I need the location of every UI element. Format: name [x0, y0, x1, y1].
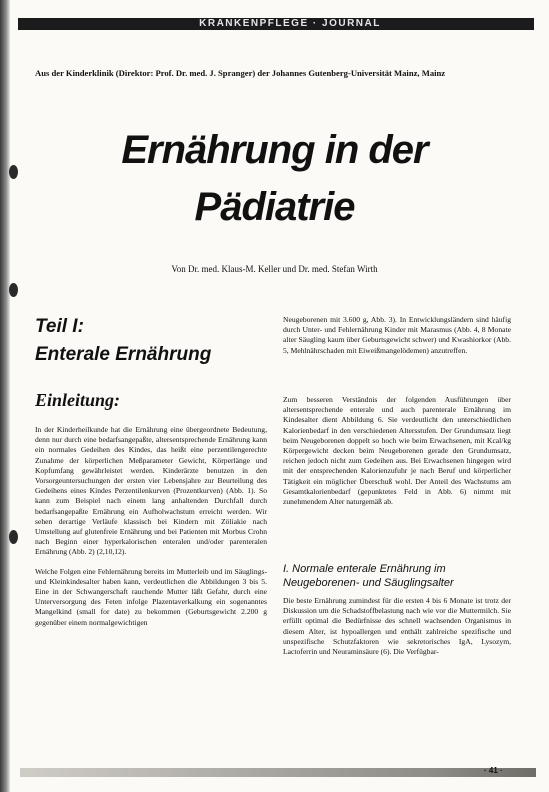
- paragraph: Zum besseren Verständnis der folgenden Ausführungen über altersentsprechende enterale und auch parenterale Ernährung im Kindesalter dient Abbildung 6. Sie verdeutlicht den unterschiedlichen Kalorienbedarf in den verschiedenen Altersstufen. Der Grundumsatz liegt beim Neugeborenen doppelt so hoch wie beim Erwachsenen, mit Kcal/kg Körpergewicht decken beim Neugeborenen gerade den Grundumsatz, reichen jedoch nicht zum Gedeihen aus. Bei Erwachsenen hingegen wird mit der entsprechenden Kalorienzufuhr je nach Beruf und körperlicher Tätigkeit ein möglicher Überschuß wohl. Der Anteil des Wachstums am Gesamtkalorienbedarf (gepunktetes Feld in Abb. 6) nimmt mit zunehmendem Alter naturgemäß ab.: [283, 395, 511, 507]
- paragraph: Die beste Ernährung zumindest für die ersten 4 bis 6 Monate ist trotz der Diskussion um die Schadstoffbelastung nach wie vor die Muttermilch. Sie erfüllt optimal die Bedürfnisse des schnell wachsenden Organismus in diesem Alter, ist hypoallergen und enthält zahlreiche spezifische und unspezifische Schutzfaktoren wie sekretorisches IgA, Lysozym, Lactoferrin und Neuraminsäure (6). Die Verfügbar-: [283, 596, 511, 657]
- paragraph: In der Kinderheilkunde hat die Ernährung eine übergeordnete Bedeutung, denn nur durch eine bedarfsangepaßte, altersentsprechende Ernährung kann ein normales Gedeihen des Kindes, das heißt eine perzentilengerechte Zunahme der körperlichen Meßparameter Gewicht, Körperlänge und Kopfumfang gewährleistet werden. Kinderärzte benutzen in den Vorsorgeuntersuchungen der ersten vier Lebensjahre zur Beurteilung des Gedeihens eines Kindes Perzentilenkurven (Prozentkurven) (Abb. 1). So kann zum Beispiel nach einem lang anhaltenden Durchfall durch bedarfsangepaßte Ernährung ein Aufholwachstum erreicht werden. Wir sehen derartige Verläufe klassisch bei Kindern mit Zöliakie nach Umstellung auf glutenfreie Ernährung und bei Patienten mit Morbus Crohn nach Beginn einer hyperkalorischen enteralen und/oder parenteralen Ernährung (Abb. 2) (2,10,12).: [35, 425, 267, 557]
- part-heading: [35, 313, 211, 369]
- column-right-middle: [283, 395, 511, 516]
- part-title: Enterale Ernährung: [35, 344, 212, 365]
- part-number: Teil I:: [35, 316, 84, 337]
- paragraph: Welche Folgen eine Fehlernährung bereits im Mutterleib und im Säuglings- und Kleinkindesalter haben kann, verdeutlichen die Abbildungen 3 bis 5. Eine in der Schwangerschaft rauchende Mutter läßt Gefahr, durch eine Unterversorgung des Feten infolge Plazentaverkalkung ein sogenanntes Mangelkind (small for date) zu bekommen (Geburtsgewicht 2.200 g gegenüber einem normalgewichtigen: [35, 566, 267, 627]
- column-right-top: [283, 315, 511, 365]
- journal-name: KRANKENPFLEGE · JOURNAL: [199, 18, 381, 29]
- punch-hole: [9, 283, 18, 297]
- affiliation: Aus der Kinderklinik (Direktor: Prof. Dr. med. J. Spranger) der Johannes Gutenberg-Universität Mainz, Mainz: [35, 68, 446, 78]
- column-left: [35, 425, 267, 637]
- authors: Von Dr. med. Klaus-M. Keller und Dr. med. Stefan Wirth: [171, 264, 378, 274]
- binding-edge: [0, 0, 10, 792]
- title-line-2: Pädiatrie: [194, 185, 355, 229]
- intro-heading: Einleitung:: [35, 390, 121, 410]
- page-number: · 41 ·: [484, 766, 503, 775]
- punch-hole: [9, 530, 18, 544]
- footer-bar: [20, 768, 536, 777]
- title-line-1: Ernährung in der: [121, 128, 428, 172]
- column-right-bottom: [283, 596, 511, 666]
- paragraph: Neugeborenen mit 3.600 g, Abb. 3). In Entwicklungsländern sind häufig durch Unter- und Fehlernährung Kinder mit Marasmus (Abb. 4, 8 Monate alter Säugling kaum über Geburtsgewicht schwer) und Kwashiorkor (Abb. 5, Mehlnährschaden mit Eiweißmangelödemen) anzutreffen.: [283, 315, 511, 355]
- section-heading: I. Normale enterale Ernährung im Neugeborenen- und Säuglingsalter: [283, 563, 454, 589]
